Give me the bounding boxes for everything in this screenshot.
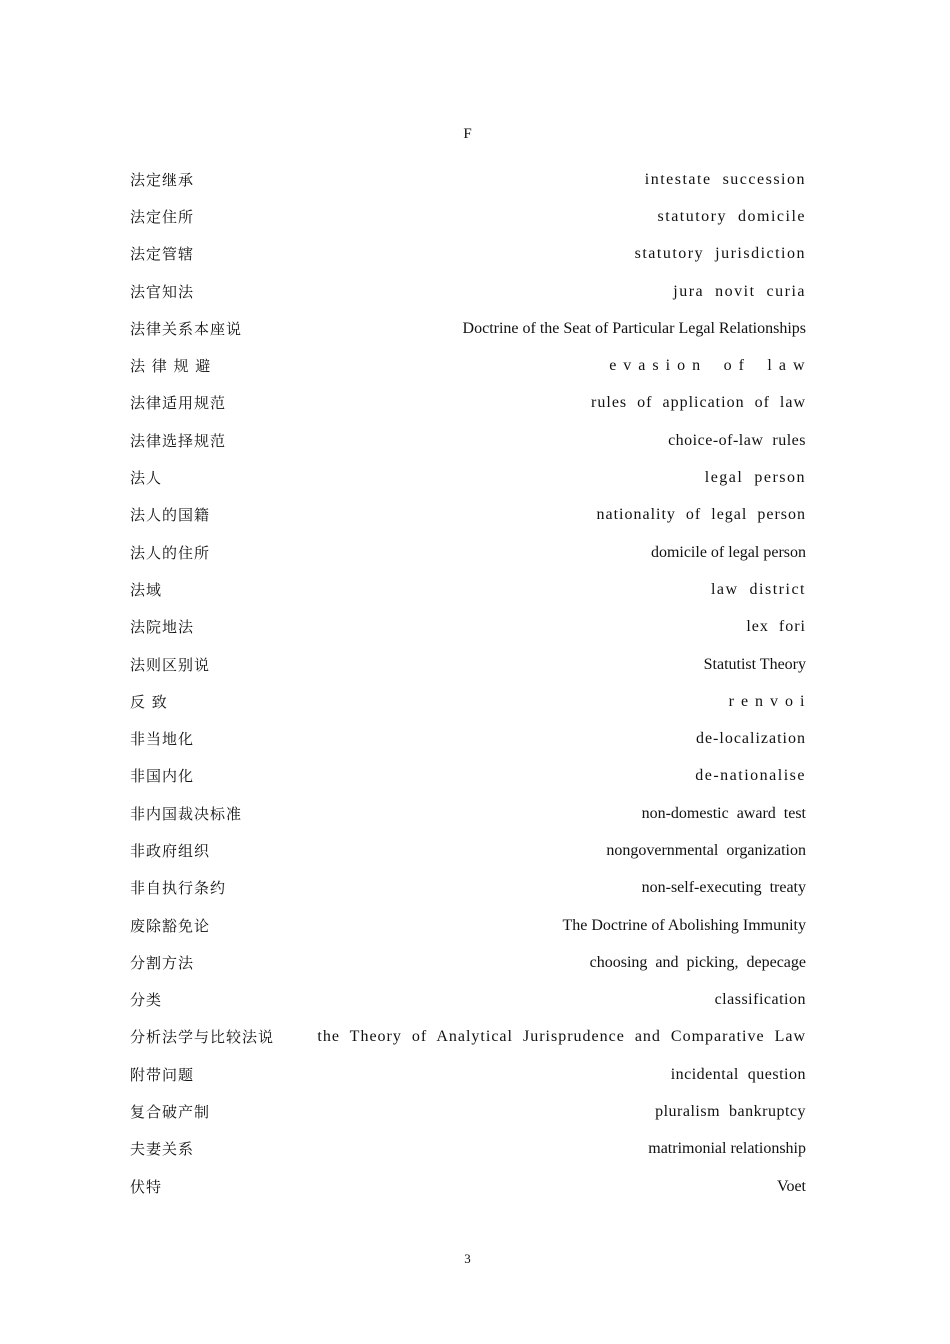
glossary-entry (130, 459, 806, 496)
chinese-term: 非国内化 (130, 767, 195, 786)
chinese-term: 法定管辖 (130, 245, 195, 264)
english-term: legal person (704, 469, 806, 487)
english-term: Statutist Theory (703, 655, 806, 673)
english-term: pluralism bankruptcy (655, 1103, 806, 1121)
chinese-term: 法人 (130, 469, 163, 488)
glossary-entry (130, 758, 806, 795)
english-term: de-nationalise (695, 767, 806, 785)
glossary-entry (130, 347, 806, 384)
english-term: intestate succession (644, 170, 806, 188)
glossary-entry (130, 609, 806, 646)
chinese-term: 非自执行条约 (130, 879, 227, 898)
english-term: jura novit curia (673, 282, 806, 300)
chinese-term: 夫妻关系 (130, 1140, 195, 1159)
glossary-entry (130, 720, 806, 757)
glossary-entry (130, 161, 806, 198)
english-term: non-domestic award test (641, 804, 806, 822)
glossary-entry (130, 385, 806, 422)
chinese-term: 法定继承 (130, 170, 195, 189)
chinese-term: 法律适用规范 (130, 394, 227, 413)
glossary-entry (130, 832, 806, 869)
chinese-term: 附带问题 (130, 1065, 195, 1084)
section-letter: F (463, 126, 472, 142)
english-term: nongovernmental organization (606, 841, 806, 859)
glossary-entry (130, 497, 806, 534)
english-term: classification (714, 991, 806, 1009)
chinese-term: 法官知法 (130, 282, 195, 301)
english-term: matrimonial relationship (648, 1140, 806, 1158)
glossary-entry (130, 571, 806, 608)
glossary-entry (130, 1131, 806, 1168)
glossary-entry (130, 683, 806, 720)
english-term: e v a s i o n o f l a w (609, 357, 806, 375)
glossary-entry (130, 795, 806, 832)
english-term: de-localization (695, 730, 806, 748)
english-term: lex fori (746, 618, 806, 636)
glossary-entry (130, 944, 806, 981)
english-term: Voet (776, 1177, 806, 1195)
english-term: r e n v o i (728, 692, 806, 710)
english-term: domicile of legal person (650, 543, 806, 561)
english-term: statutory jurisdiction (634, 245, 806, 263)
chinese-term: 分类 (130, 991, 163, 1010)
glossary-entry (130, 236, 806, 273)
chinese-term: 分割方法 (130, 953, 195, 972)
english-term: Doctrine of the Seat of Particular Legal Relationships (462, 319, 806, 337)
glossary-entry (130, 534, 806, 571)
chinese-term: 法律关系本座说 (130, 319, 243, 338)
english-term: rules of application of law (591, 394, 806, 412)
chinese-term: 法域 (130, 580, 163, 599)
english-term: statutory domicile (657, 207, 806, 225)
chinese-term: 法院地法 (130, 618, 195, 637)
glossary-entry (130, 907, 806, 944)
chinese-term: 法人的住所 (130, 543, 211, 562)
glossary-entry (130, 1019, 806, 1056)
glossary-entry (130, 1093, 806, 1130)
glossary-entry (130, 646, 806, 683)
glossary-entry (130, 1056, 806, 1093)
english-term: nationality of legal person (596, 506, 806, 524)
chinese-term: 分析法学与比较法说 (130, 1028, 275, 1047)
english-term: non-self-executing treaty (641, 879, 806, 897)
chinese-term: 非政府组织 (130, 841, 211, 860)
chinese-term: 反 致 (130, 692, 168, 711)
glossary-entry (130, 422, 806, 459)
glossary-entry (130, 982, 806, 1019)
chinese-term: 法定住所 (130, 207, 195, 226)
chinese-term: 伏特 (130, 1177, 163, 1196)
chinese-term: 废除豁免论 (130, 916, 211, 935)
chinese-term: 法 律 规 避 (130, 357, 212, 376)
chinese-term: 非当地化 (130, 730, 195, 749)
english-term: choosing and picking, depecage (589, 953, 806, 971)
english-term: incidental question (670, 1065, 806, 1083)
english-term: the Theory of Analytical Jurisprudence and Comparative Law (317, 1028, 806, 1046)
glossary-list (130, 161, 806, 1205)
chinese-term: 复合破产制 (130, 1103, 211, 1122)
english-term: law district (710, 580, 806, 598)
glossary-entry (130, 870, 806, 907)
english-term: The Doctrine of Abolishing Immunity (562, 916, 806, 934)
chinese-term: 法人的国籍 (130, 506, 211, 525)
chinese-term: 法则区别说 (130, 655, 211, 674)
glossary-entry (130, 310, 806, 347)
chinese-term: 非内国裁决标准 (130, 804, 243, 823)
chinese-term: 法律选择规范 (130, 431, 227, 450)
glossary-entry (130, 198, 806, 235)
glossary-entry (130, 273, 806, 310)
english-term: choice-of-law rules (668, 431, 806, 449)
glossary-entry (130, 1168, 806, 1205)
page-number: 3 (464, 1251, 471, 1266)
